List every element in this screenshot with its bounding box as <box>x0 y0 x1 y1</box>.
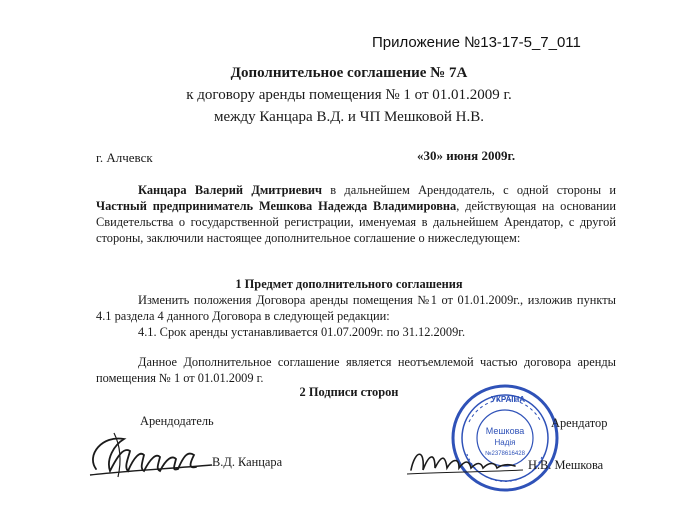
term-clause: 4.1. Срок аренды устанавливается 01.07.2009г. по 31.12.2009г. <box>138 325 466 339</box>
stamp-center-given-name: Надія <box>494 438 516 447</box>
landlord-signature-name: В.Д. Канцара <box>212 455 283 469</box>
document-title: Дополнительное соглашение № 7А <box>230 65 468 81</box>
stamp-center-name: Мешкова <box>485 426 525 436</box>
tenant-name: Частный предприниматель Мешкова Надежда Владимировна <box>96 199 457 213</box>
integral-part-text: Данное Дополнительное соглашение является неотъемлемой частью договора аренды помещения № 1 от 01.01.2009 г. <box>96 355 616 385</box>
stamp-center-id: №2378616428 <box>485 451 525 457</box>
section-signatures-heading: 2 Подписи сторон <box>299 385 399 399</box>
landlord-role-label: Арендодатель <box>140 414 214 428</box>
title-block <box>0 62 698 128</box>
landlord-signature <box>84 425 214 485</box>
parties-paragraph <box>96 182 616 246</box>
subject-paragraph <box>96 292 616 340</box>
section-subject-heading: 1 Предмет дополнительного соглашения <box>235 277 463 291</box>
parties-text-2: , действующая на основании Свидетельства о государственной регистрации, именуемая в дальнейшем Арендатор, с другой стороны, заключили настоящее дополнительное соглашение о нижеследующем: <box>96 199 616 245</box>
annex-label: Приложение №13-17-5_7_011 <box>372 34 581 51</box>
tenant-signature-name: Н.В. Мешкова <box>528 458 604 472</box>
document-subtitle-contract: к договору аренды помещения № 1 от 01.01.2009 г. <box>186 87 512 103</box>
document-subtitle-parties: между Канцара В.Д. и ЧП Мешковой Н.В. <box>213 109 485 125</box>
parties-text-1: в дальнейшем Арендодатель, с одной стороны и <box>322 183 616 197</box>
tenant-signature <box>405 440 525 480</box>
stamp-ring-text: УКРАЇНА <box>491 395 526 404</box>
landlord-name: Канцара Валерий Дмитриевич <box>138 183 323 197</box>
agreement-date: «30» июня 2009г. <box>417 148 516 163</box>
city-label: г. Алчевск <box>96 150 153 165</box>
tenant-role-label: Арендатор <box>551 416 608 430</box>
subject-text: Изменить положения Договора аренды помещения №1 от 01.01.2009г., изложив пункты 4.1 раздела 4 данного Договора в следующей редакции: <box>96 293 616 323</box>
